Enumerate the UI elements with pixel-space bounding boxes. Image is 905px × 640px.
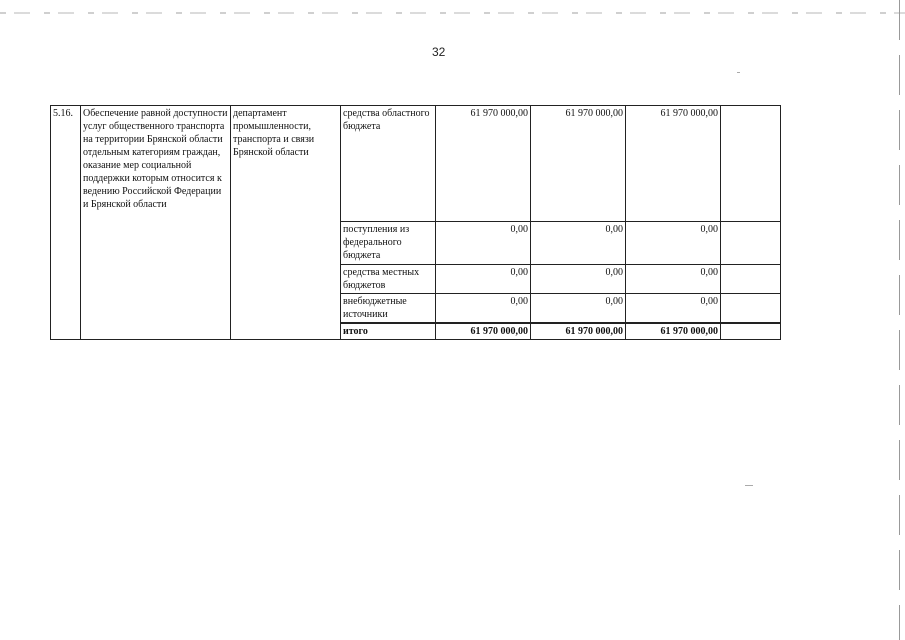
value-cell: 0,00 xyxy=(531,265,626,294)
total-value: 61 970 000,00 xyxy=(626,323,721,340)
row-number: 5.16. xyxy=(51,106,81,340)
scan-speck xyxy=(737,72,740,73)
value-cell: 0,00 xyxy=(436,265,531,294)
value-cell xyxy=(721,222,781,265)
value-cell xyxy=(721,294,781,324)
page-number: 32 xyxy=(432,45,446,59)
total-value xyxy=(721,323,781,340)
value-cell: 0,00 xyxy=(531,294,626,324)
budget-table xyxy=(50,105,781,340)
value-cell: 0,00 xyxy=(436,222,531,265)
value-cell: 0,00 xyxy=(626,222,721,265)
value-cell xyxy=(721,265,781,294)
total-value: 61 970 000,00 xyxy=(436,323,531,340)
value-cell: 0,00 xyxy=(531,222,626,265)
responsible-department: департамент промышленности, транспорта и связи Брянской области xyxy=(231,106,341,340)
value-cell: 61 970 000,00 xyxy=(436,106,531,222)
scan-artifact-top xyxy=(0,12,905,14)
scan-artifact-right xyxy=(899,0,900,640)
table-row xyxy=(51,106,781,222)
source-label: средства областного бюджета xyxy=(341,106,436,222)
source-label: поступления из федерального бюджета xyxy=(341,222,436,265)
source-label: внебюджетные источники xyxy=(341,294,436,324)
value-cell: 0,00 xyxy=(626,294,721,324)
value-cell: 0,00 xyxy=(626,265,721,294)
value-cell xyxy=(721,106,781,222)
total-value: 61 970 000,00 xyxy=(531,323,626,340)
source-label: средства местных бюджетов xyxy=(341,265,436,294)
measure-name: Обеспечение равной доступности услуг общественного транспорта на территории Брянской области отдельным категориям граждан, оказание мер социальной поддержки которым относится к ведению Российской Федерации и Брянской области xyxy=(81,106,231,340)
scan-speck xyxy=(745,485,753,486)
value-cell: 61 970 000,00 xyxy=(626,106,721,222)
total-label: итого xyxy=(341,323,436,340)
value-cell: 0,00 xyxy=(436,294,531,324)
value-cell: 61 970 000,00 xyxy=(531,106,626,222)
